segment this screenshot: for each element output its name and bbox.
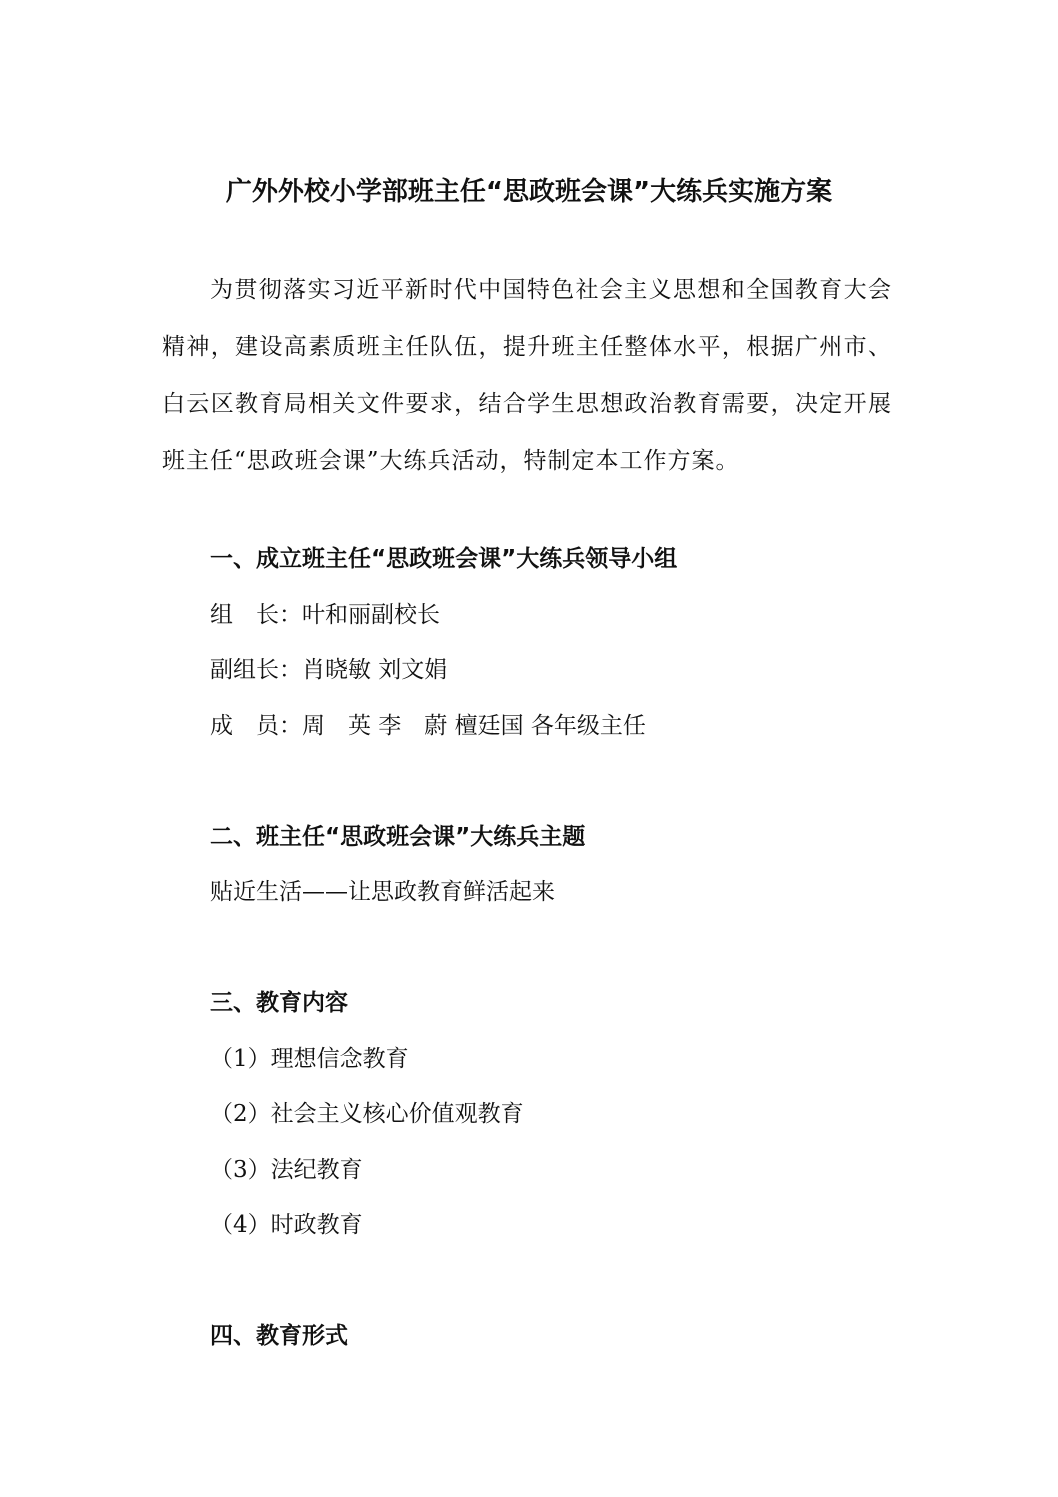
content-item: （4）时政教育 bbox=[210, 1212, 363, 1238]
intro-paragraph: 为贯彻落实习近平新时代中国特色社会主义思想和全国教育大会精神，建设高素质班主任队伍，提升班主任整体水平，根据广州市、白云区教育局相关文件要求，结合学生思想政治教育需要，决定开展班主任“思政班会课”大练兵活动，特制定本工作方案。 bbox=[162, 277, 892, 474]
section-1-heading: 一、成立班主任“思政班会课”大练兵领导小组 bbox=[210, 546, 678, 572]
section-4-heading: 四、教育形式 bbox=[210, 1323, 348, 1349]
document-title: 广外外校小学部班主任“思政班会课”大练兵实施方案 bbox=[225, 177, 833, 207]
leader-line: 组 长：叶和丽副校长 bbox=[210, 602, 440, 628]
deputy-leader-line: 副组长：肖晓敏 刘文娟 bbox=[210, 657, 448, 683]
section-3-heading: 三、教育内容 bbox=[210, 990, 348, 1016]
content-item: （2）社会主义核心价值观教育 bbox=[210, 1101, 524, 1127]
content-item: （1）理想信念教育 bbox=[210, 1046, 409, 1072]
section-2-heading: 二、班主任“思政班会课”大练兵主题 bbox=[210, 824, 586, 850]
members-line: 成 员：周 英 李 蔚 檀廷国 各年级主任 bbox=[210, 713, 646, 739]
theme-line: 贴近生活——让思政教育鲜活起来 bbox=[210, 879, 555, 905]
content-item: （3）法纪教育 bbox=[210, 1157, 363, 1183]
intro-paragraph-block bbox=[162, 262, 892, 490]
